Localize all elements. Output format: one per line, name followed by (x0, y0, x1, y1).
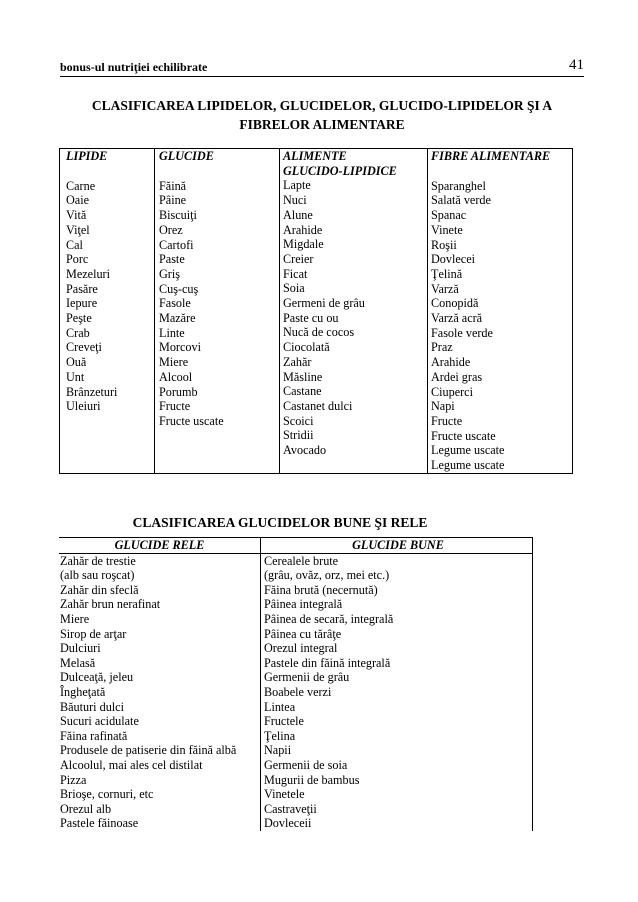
good-carb-cell: Pâinea cu tărâţe (261, 627, 533, 642)
column-header-bad: GLUCIDE RELE (59, 538, 261, 554)
table-row (59, 743, 533, 758)
list-item: Castane (283, 384, 322, 399)
page-number: 41 (569, 57, 584, 73)
list-item: Cartofi (159, 237, 194, 252)
list-item: Fructe (159, 399, 191, 414)
bad-carb-cell: Sucuri acidulate (60, 714, 139, 729)
list-item: Paste cu ou (283, 310, 339, 325)
list-item: Sparanghel (431, 178, 486, 193)
list-item: Ficat (283, 266, 308, 281)
list-item: Alcool (159, 369, 193, 384)
list-item: Praz (431, 340, 453, 355)
list-item: Legume uscate (431, 458, 505, 473)
good-carb-cell: Ţelina (261, 729, 533, 744)
list-item: Ciuperci (431, 384, 473, 399)
table-row (59, 627, 533, 642)
good-carb-cell: Pâinea integrală (261, 597, 533, 612)
list-item: Legume uscate (431, 443, 505, 458)
good-carb-cell: Germenii de grâu (261, 670, 533, 685)
list-item: Vinete (431, 222, 463, 237)
list-item: Măsline (283, 369, 323, 384)
list-item: Migdale (283, 237, 324, 252)
good-carb-cell: Vinetele (261, 787, 533, 802)
table-row (59, 787, 533, 802)
spacer (431, 164, 572, 179)
list-item: Cal (66, 237, 83, 252)
list-item: Castanet dulci (283, 398, 353, 413)
good-carb-cell: Făina brută (necernută) (261, 583, 533, 598)
page-header (60, 56, 584, 77)
classification-table (59, 148, 573, 474)
list-item: Porc (66, 252, 89, 267)
list-item: Germeni de grâu (283, 296, 365, 311)
list-item: Viţel (66, 222, 90, 237)
list-item: Ardei gras (431, 369, 483, 384)
list-item: Arahide (431, 355, 471, 370)
list-item: Paste (159, 252, 185, 267)
column-header: GLUCIDO-LIPIDICE (283, 163, 397, 178)
list-item: Carne (66, 178, 96, 193)
list-item: Creier (283, 251, 314, 266)
bad-carb-cell: Dulciuri (60, 641, 101, 656)
list-item: Lapte (283, 178, 311, 193)
good-carb-cell: Napii (261, 743, 533, 758)
list-item: Fructe uscate (159, 413, 224, 428)
glucido-lipidice-column (280, 149, 428, 474)
table-row (59, 816, 533, 831)
list-item: Creveţi (66, 340, 102, 355)
list-item: Brânzeturi (66, 384, 118, 399)
bad-carb-cell: Dulceaţă, jeleu (60, 670, 134, 685)
list-item: Ţelină (431, 266, 463, 281)
fibre-column (428, 149, 573, 474)
table-row (59, 553, 533, 568)
table-row (59, 802, 533, 817)
bad-carb-cell: Zahăr din sfeclă (60, 582, 139, 597)
column-header: FIBRE ALIMENTARE (431, 149, 551, 163)
column-header: GLUCIDE (159, 149, 214, 163)
list-item: Vită (66, 208, 87, 223)
glucide-column (155, 149, 280, 474)
list-item: Stridii (283, 428, 314, 443)
bad-carb-cell: Brioşe, cornuri, etc (60, 787, 154, 802)
table-row (59, 729, 533, 744)
table-row (59, 670, 533, 685)
list-item: Fasole (159, 296, 191, 311)
list-item: Oaie (66, 193, 90, 208)
table-row (59, 685, 533, 700)
list-item: Ouă (66, 355, 87, 370)
list-item: Scoici (283, 413, 314, 428)
table-row (59, 597, 533, 612)
spacer (159, 164, 279, 179)
list-item: Nuci (283, 193, 307, 208)
list-item: Orez (159, 222, 183, 237)
list-item: Pasăre (66, 281, 98, 296)
list-item: Dovlecei (431, 252, 475, 267)
running-title: bonus-ul nutriţiei echilibrate (60, 60, 208, 74)
list-item: Varză acră (431, 311, 483, 326)
list-item: Conopidă (431, 296, 479, 311)
list-item: Mezeluri (66, 266, 110, 281)
table-row (59, 758, 533, 773)
list-item: Unt (66, 369, 85, 384)
list-item: Peşte (66, 311, 92, 326)
list-item: Miere (159, 355, 189, 370)
table-row (59, 583, 533, 598)
table-row (59, 700, 533, 715)
bad-carb-cell: Zahăr brun nerafinat (60, 597, 161, 612)
column-header: LIPIDE (66, 149, 108, 163)
list-item: Făină (159, 178, 187, 193)
table-row (59, 568, 533, 583)
list-item: Fasole verde (431, 325, 493, 340)
bad-carb-cell: Orezul alb (60, 801, 112, 816)
list-item: Alune (283, 207, 313, 222)
list-item: Avocado (283, 443, 327, 458)
bad-carb-cell: Îngheţată (60, 684, 106, 699)
bad-carb-cell: Pizza (60, 772, 87, 787)
table-row (59, 773, 533, 788)
table-row (59, 714, 533, 729)
list-item: Fructe (431, 413, 463, 428)
good-carb-cell: Boabele verzi (261, 685, 533, 700)
good-carb-cell: Lintea (261, 700, 533, 715)
good-bad-carbs-table (59, 537, 533, 831)
table-row (59, 612, 533, 627)
list-item: Griş (159, 266, 180, 281)
list-item: Crab (66, 325, 90, 340)
good-carb-cell: Orezul integral (261, 641, 533, 656)
list-item: Spanac (431, 208, 467, 223)
list-item: Fructe uscate (431, 428, 496, 443)
list-item: Morcovi (159, 340, 201, 355)
list-item: Porumb (159, 384, 198, 399)
list-item: Biscuiţi (159, 208, 197, 223)
bad-carb-cell: Melasă (60, 655, 96, 670)
good-carb-cell: Germenii de soia (261, 758, 533, 773)
lipide-column (60, 149, 155, 474)
list-item: Roşii (431, 237, 457, 252)
good-carb-cell: (grâu, ovăz, orz, mei etc.) (261, 568, 533, 583)
good-carb-cell: Pâinea de secară, integrală (261, 612, 533, 627)
list-item: Cuş-cuş (159, 281, 199, 296)
good-carb-cell: Dovleceii (261, 816, 533, 831)
list-item: Iepure (66, 296, 98, 311)
bad-carb-cell: Miere (60, 611, 90, 626)
list-item: Mazăre (159, 311, 196, 326)
table-row (59, 641, 533, 656)
list-item: Uleiuri (66, 399, 101, 414)
list-item: Arahide (283, 222, 323, 237)
bad-carb-cell: Sirop de arţar (60, 626, 127, 641)
bad-carb-cell: Zahăr de trestie (60, 553, 136, 568)
good-carb-cell: Mugurii de bambus (261, 773, 533, 788)
list-item: Nucă de cocos (283, 325, 355, 340)
section2-title: CLASIFICAREA GLUCIDELOR BUNE ŞI RELE (132, 515, 428, 530)
list-item: Linte (159, 325, 185, 340)
list-item: Pâine (159, 193, 187, 208)
column-header: ALIMENTE (283, 149, 347, 163)
bad-carb-cell: Făina rafinată (60, 728, 128, 743)
table-row (59, 656, 533, 671)
good-carb-cell: Cerealele brute (261, 553, 533, 568)
bad-carb-cell: Alcoolul, mai ales cel distilat (60, 757, 203, 772)
bad-carb-cell: Produsele de patiserie din făină albă (60, 743, 237, 758)
bad-carb-cell: (alb sau roşcat) (60, 568, 135, 583)
good-carb-cell: Fructele (261, 714, 533, 729)
list-item: Salată verde (431, 193, 491, 208)
bad-carb-cell: Băuturi dulci (60, 699, 124, 714)
list-item: Soia (283, 281, 305, 296)
column-header-good: GLUCIDE BUNE (261, 538, 533, 554)
section1-title: CLASIFICAREA LIPIDELOR, GLUCIDELOR, GLUCIDO-LIPIDELOR ŞI A FIBRELOR ALIMENTARE (91, 98, 553, 132)
list-item: Ciocolată (283, 340, 330, 355)
list-item: Napi (431, 399, 455, 414)
list-item: Zahăr (283, 354, 312, 369)
spacer (66, 164, 154, 179)
good-carb-cell: Pastele din făină integrală (261, 656, 533, 671)
bad-carb-cell: Pastele făinoase (60, 816, 139, 831)
good-carb-cell: Castraveţii (261, 802, 533, 817)
list-item: Varză (431, 281, 459, 296)
